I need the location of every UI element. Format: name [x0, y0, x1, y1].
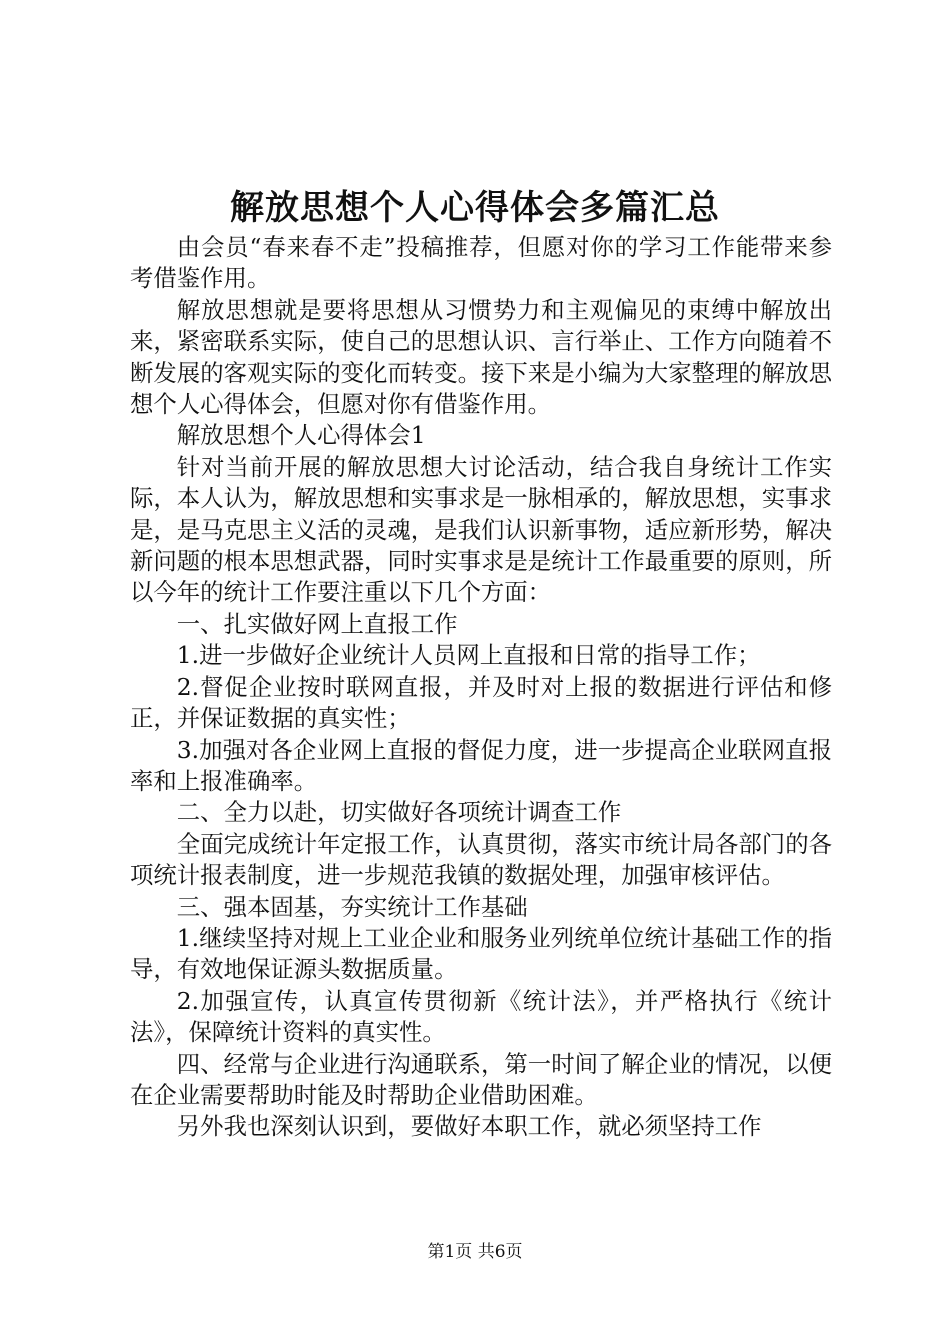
section-heading: 二、全力以赴，切实做好各项统计调查工作 — [176, 798, 622, 827]
list-item: 2.加强宣传，认真宣传贯彻新《统计法》，并严格执行《统计法》，保障统计资料的真实性。 — [130, 986, 832, 1047]
list-item: 1.继续坚持对规上工业企业和服务业列统单位统计基础工作的指导，有效地保证源头数据质量。 — [130, 923, 832, 984]
section-heading: 三、强本固基，夯实统计工作基础 — [176, 892, 528, 921]
paragraph: 全面完成统计年定报工作，认真贯彻，落实市统计局各部门的各项统计报表制度，进一步规范我镇的数据处理，加强审核评估。 — [130, 829, 832, 890]
section-heading: 四、经常与企业进行沟通联系，第一时间了解企业的情况，以便在企业需要帮助时能及时帮助企业借助困难。 — [130, 1049, 832, 1109]
list-item: 3.加强对各企业网上直报的督促力度，进一步提高企业联网直报率和上报准确率。 — [130, 735, 832, 795]
paragraph: 针对当前开展的解放思想大讨论活动，结合我自身统计工作实际，本人认为，解放思想和实事求是一脉相承的，解放思想，实事求是，是马克思主义活的灵魂，是我们认识新事物，适应新形势，解决新问题的根本思想武器，同时实事求是是统计工作最重要的原则，所以今年的统计工作要注重以下几个方面： — [130, 452, 832, 607]
paragraph: 由会员“春来春不走”投稿推荐，但愿对你的学习工作能带来参考借鉴作用。 — [130, 233, 832, 293]
document-title: 解放思想个人心得体会多篇汇总 — [230, 188, 720, 228]
paragraph: 另外我也深刻认识到，要做好本职工作，就必须坚持工作 — [176, 1112, 762, 1141]
section-heading: 一、扎实做好网上直报工作 — [176, 609, 458, 638]
paragraph-heading: 解放思想个人心得体会1 — [176, 421, 426, 450]
list-item: 1.进一步做好企业统计人员网上直报和日常的指导工作； — [176, 641, 761, 670]
paragraph: 解放思想就是要将思想从习惯势力和主观偏见的束缚中解放出来，紧密联系实际，使自己的思想认识、言行举止、工作方向随着不断发展的客观实际的变化而转变。接下来是小编为大家整理的解放思想个人心得体会，但愿对你有借鉴作用。 — [130, 295, 832, 419]
document-body — [130, 232, 832, 1143]
list-item: 2.督促企业按时联网直报，并及时对上报的数据进行评估和修正，并保证数据的真实性； — [130, 672, 832, 733]
page-footer: 第1页 共6页 — [427, 1242, 523, 1262]
